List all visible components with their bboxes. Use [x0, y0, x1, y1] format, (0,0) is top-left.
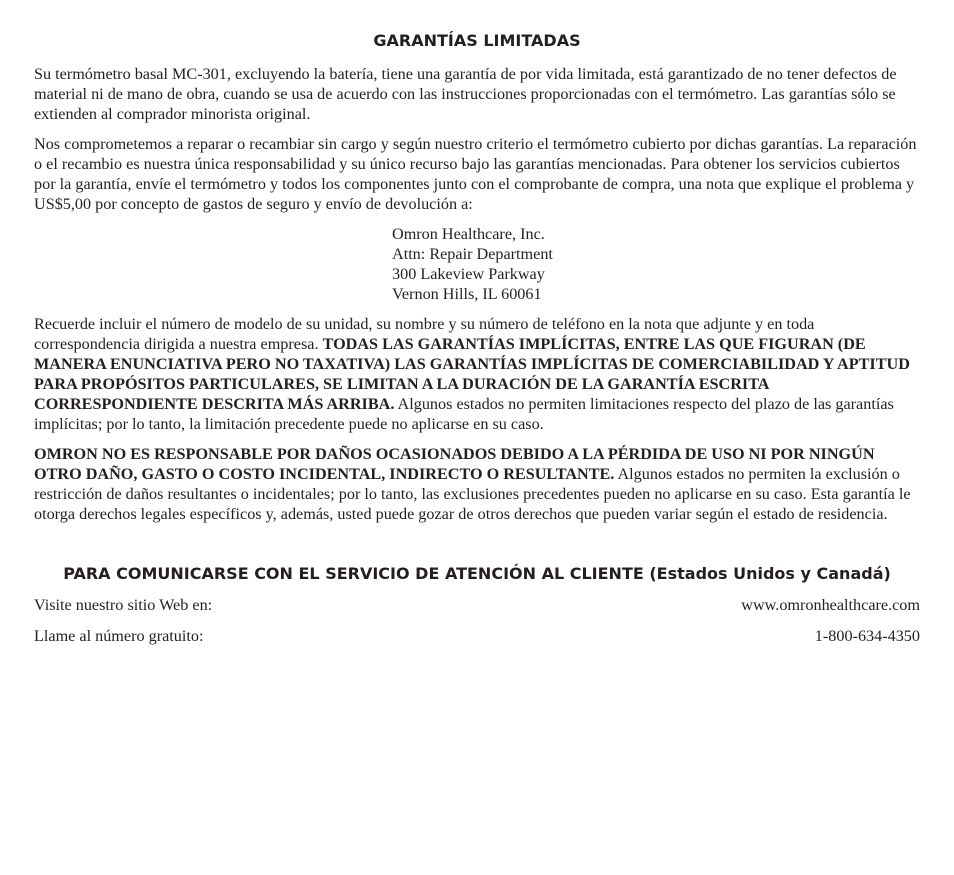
repair-address — [392, 224, 920, 304]
warranty-paragraph-2: Nos comprometemos a reparar o recambiar sin cargo y según nuestro criterio el termómetro cubierto por dichas garantías. La reparación o el recambio es nuestra única responsabilidad y su único recurso bajo las garantías mencionadas. Para obtener los servicios cubiertos por la garantía, envíe el termómetro y todos los componentes junto con el comprobante de compra, una nota que explique el problema y US$5,00 por concepto de gastos de seguro y envío de devolución a: — [34, 135, 917, 213]
website-label: Visite nuestro sitio Web en: — [34, 596, 213, 614]
liability-disclaimer: OMRON NO ES RESPONSABLE POR DAÑOS OCASIONADOS DEBIDO A LA PÉRDIDA DE USO NI POR NINGÚN OTRO DAÑO, GASTO O COSTO INCIDENTAL, INDIRECTO O RESULTANTE. — [34, 445, 875, 483]
warranty-title: GARANTÍAS LIMITADAS — [373, 31, 581, 50]
customer-service-title: PARA COMUNICARSE CON EL SERVICIO DE ATENCIÓN AL CLIENTE (Estados Unidos y Canadá) — [63, 564, 891, 583]
paragraph-3-tail: Algunos estados no permiten limitaciones respecto del plazo de las garantías implícitas; por lo tanto, la limitación precedente puede no aplicarse en su caso. — [34, 395, 894, 433]
website-row — [34, 595, 920, 615]
address-line-street: 300 Lakeview Parkway — [392, 265, 545, 283]
warranty-page — [34, 30, 920, 657]
address-line-attn: Attn: Repair Department — [392, 245, 553, 263]
phone-number[interactable]: 1-800-634-4350 — [814, 627, 920, 645]
address-line-company: Omron Healthcare, Inc. — [392, 225, 545, 243]
address-line-city: Vernon Hills, IL 60061 — [392, 285, 542, 303]
warranty-paragraph-4 — [34, 444, 920, 524]
warranty-paragraph-3 — [34, 314, 920, 434]
phone-label: Llame al número gratuito: — [34, 627, 204, 645]
warranty-paragraph-1: Su termómetro basal MC-301, excluyendo la batería, tiene una garantía de por vida limitada, está garantizado de no tener defectos de material ni de mano de obra, cuando se usa de acuerdo con las instrucciones proporcionadas con el termómetro. Las garantías sólo se extienden al comprador minorista original. — [34, 65, 897, 123]
phone-row — [34, 626, 920, 646]
paragraph-3-intro: Recuerde incluir el número de modelo de su unidad, su nombre y su número de teléfono en la nota que adjunte y en toda correspondencia dirigida a nuestra empresa. — [34, 315, 815, 353]
paragraph-4-tail: Algunos estados no permiten la exclusión o restricción de daños resultantes o incidentales; por lo tanto, las exclusiones precedentes pueden no aplicarse en su caso. Esta garantía le otorga derechos legales específicos y, además, usted puede gozar de otros derechos que pueden variar según el estado de residencia. — [34, 465, 911, 523]
website-url[interactable]: www.omronhealthcare.com — [741, 596, 920, 614]
implied-warranty-disclaimer: TODAS LAS GARANTÍAS IMPLÍCITAS, ENTRE LAS QUE FIGURAN (DE MANERA ENUNCIATIVA PERO NO TAXATIVA) LAS GARANTÍAS IMPLÍCITAS DE COMERCIABILIDAD Y APTITUD PARA PROPÓSITOS PARTICULARES, SE LIMITAN A LA DURACIÓN DE LA GARANTÍA ESCRITA CORRESPONDIENTE DESCRITA MÁS ARRIBA. — [34, 335, 910, 413]
